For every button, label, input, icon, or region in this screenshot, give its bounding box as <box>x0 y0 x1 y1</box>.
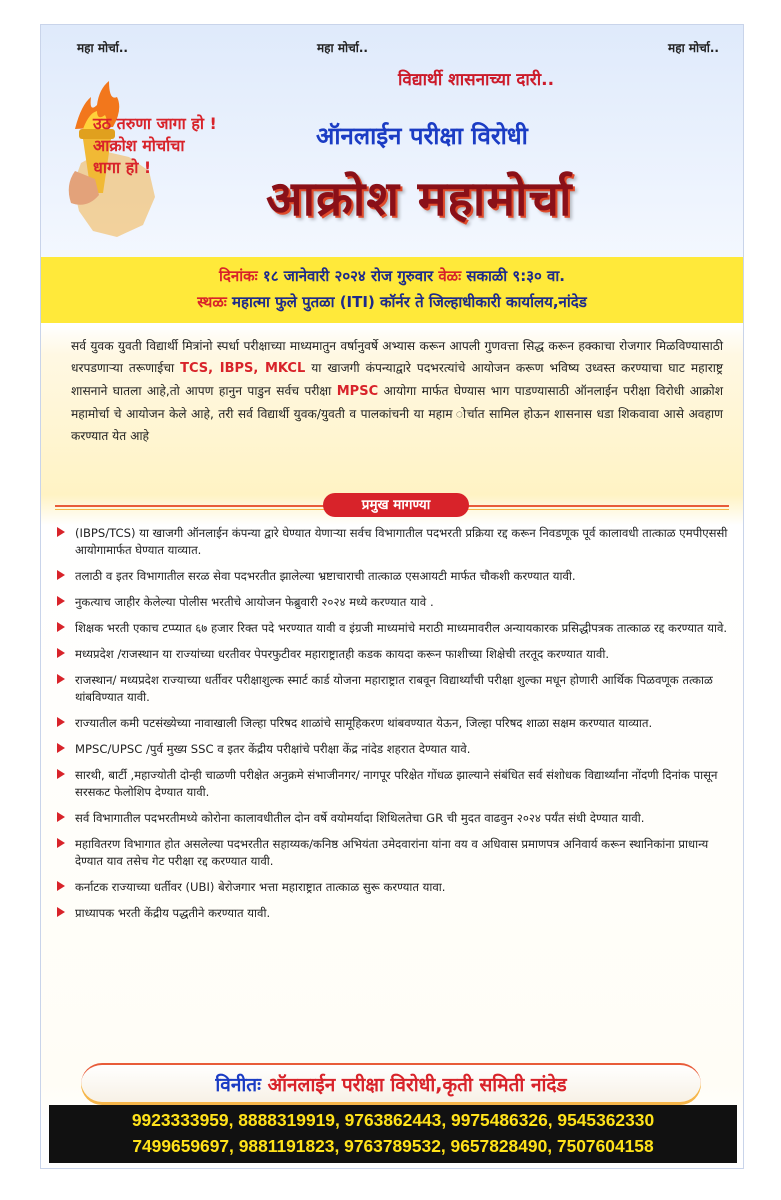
triangle-bullet-icon <box>57 907 65 917</box>
organizer-signature <box>81 1063 701 1105</box>
slogan-line-3: धागा हो ! <box>93 158 152 177</box>
place-value: महात्मा फुले पुतळा (ITI) कॉर्नर ते जिल्हाधीकारी कार्यालय,नांदेड <box>232 293 587 311</box>
date-label: दिनांकः <box>219 267 258 285</box>
triangle-bullet-icon <box>57 527 65 537</box>
triangle-bullet-icon <box>57 812 65 822</box>
triangle-bullet-icon <box>57 570 65 580</box>
event-info-band <box>41 257 743 323</box>
intro-highlight-companies: TCS, IBPS, MKCL <box>180 361 306 376</box>
demand-item <box>57 836 733 870</box>
demands-list <box>57 525 733 931</box>
date-value: १८ जानेवारी २०२४ रोज गुरुवार <box>262 267 434 285</box>
demand-text: तलाठी व इतर विभागातील सरळ सेवा पदभरतीत झालेल्या भ्रष्टाचाराची तात्काळ एसआयटी मार्फत चौकशी करण्यात यावी. <box>75 569 576 583</box>
intro-part-3: आयोगा मार्फत घेण्यास भाग पाडण्यासाठी ऑनलाईन परीक्षा विरोधी आक्रोश महामोर्चा चे आयोजन केले आहे, तरी सर्व विद्यार्थी युवक/युवती व पालकांचनी या महाम ोर्चात सामिल होऊन शासनास धडा शिकवावा आसे अवहाण करण्यात येत आहे <box>71 384 723 443</box>
time-label: वेळः <box>438 267 462 285</box>
top-row <box>41 39 743 57</box>
triangle-bullet-icon <box>57 769 65 779</box>
poster <box>40 24 744 1169</box>
main-heading: आक्रोश महामोर्चा <box>266 171 573 227</box>
triangle-bullet-icon <box>57 648 65 658</box>
organizer-name: ऑनलाईन परीक्षा विरोधी,कृती समिती नांदेड <box>267 1074 567 1096</box>
demand-text: शिक्षक भरती एकाच टप्प्यात ६७ हजार रिक्त पदे भरण्यात यावी व इंग्रजी माध्यमांचे मराठी माध्यमावरील अन्यायकारक प्रसिद्धीपत्रक तात्काळ रद्द करण्यात यावे. <box>75 621 728 635</box>
demand-item <box>57 905 733 922</box>
triangle-bullet-icon <box>57 622 65 632</box>
tagline: विद्यार्थी शासनाच्या दारी.. <box>398 70 555 90</box>
demand-item <box>57 568 733 585</box>
time-value: सकाळी ९:३० वा. <box>466 267 565 285</box>
intro-paragraph <box>71 335 723 447</box>
demand-text: नुकत्याच जाहीर केलेल्या पोलीस भरतीचे आयोजन फेब्रुवारी २०२४ मध्ये करण्यात यावे . <box>75 595 434 609</box>
demand-text: राजस्थान/ मध्यप्रदेश राज्याच्या धर्तीवर परीक्षाशुल्क स्मार्ट कार्ड योजना महाराष्ट्रात राबवून विद्यार्थ्यांची परीक्षा शुल्का मधून होणारी आर्थिक पिळवणूक तत्काळ थांबविण्यात यावी. <box>75 673 713 704</box>
subheading: ऑनलाईन परीक्षा विरोधी <box>316 122 528 150</box>
top-label-middle: महा मोर्चा.. <box>317 41 368 55</box>
demand-text: सर्व विभागातील पदभरतीमध्ये कोरोना कालावधीतील दोन वर्षे वयोमर्यादा शिथिलतेचा GR ची मुदत वाढवुन २०२४ पर्यंत संधी देण्यात यावी. <box>75 811 645 825</box>
demand-item <box>57 741 733 758</box>
intro-part-2: या खाजगी कंपन्याद्वारे पदभरत्यांचे आयोजन करूण भविष्य उध्वस्त करण्याचा घाट महाराष्ट्र शासनाने घातला आहे,तो आपण हानुन पाडुन सर्वच परीक्षा <box>71 361 724 398</box>
slogan-line-2: आक्रोश मोर्चाचा <box>93 136 185 155</box>
demand-item <box>57 525 733 559</box>
demand-item <box>57 879 733 896</box>
slogan-line-1: उठ तरुणा जागा हो ! <box>93 114 217 133</box>
demand-item <box>57 767 733 801</box>
demand-text: राज्यातील कमी पटसंख्येच्या नावाखाली जिल्हा परिषद शाळांचे सामूहिकरण थांबवण्यात येऊन, जिल्हा परिषद शाळा सक्षम करण्यात याव्यात. <box>75 716 653 730</box>
demand-item <box>57 646 733 663</box>
phone-line-2: 7499659697, 9881191823, 9763789532, 9657828490, 7507604158 <box>132 1136 654 1156</box>
place-label: स्थळः <box>197 293 227 311</box>
triangle-bullet-icon <box>57 674 65 684</box>
demand-text: प्राध्यापक भरती केंद्रीय पद्धतीने करण्यात यावी. <box>75 906 271 920</box>
slogan <box>93 113 217 179</box>
date-time-line <box>41 263 743 289</box>
demand-text: महावितरण विभागात होत असलेल्या पदभरतीत सहाय्यक/कनिष्ठ अभियंता उमेदवारांना यांना वय व अधिवास प्रमाणपत्र अनिवार्य करून स्थानिकांना प्राधान्य देण्यात याव तसेच गेट परीक्षा रद्द करण्यात यावी. <box>75 837 709 868</box>
intro-part-1: सर्व युवक युवती विद्यार्थी मित्रांनो स्पर्धा परीक्षाच्या माध्यमातुन वर्षानुवर्षे अभ्यास करून आपली गुणवत्ता सिद्ध करून हक्काचा रोजगार मिळविण्यासाठी धरपडणाऱ्या तरूणाईचा <box>71 339 723 375</box>
demand-text: कर्नाटक राज्याच्या धर्तीवर (UBI) बेरोजगार भत्ता महाराष्ट्रात तात्काळ सुरू करण्यात यावा. <box>75 880 446 894</box>
demand-text: सारथी, बार्टी ,महाज्योती दोन्ही चाळणी परीक्षेत अनुक्रमे संभाजीनगर/ नागपूर परिक्षेत गोंधळ झाल्याने संबंधित सर्व संशोधक विद्यार्थ्यांना नोंदणी दिनांक पासून सरसकट फेलोशिप देण्यात यावी. <box>75 768 718 799</box>
organizer-label: विनीतः <box>215 1074 261 1096</box>
triangle-bullet-icon <box>57 881 65 891</box>
demand-item <box>57 594 733 611</box>
demand-item <box>57 715 733 732</box>
phone-line-1: 9923333959, 8888319919, 9763862443, 9975486326, 9545362330 <box>131 1110 655 1130</box>
triangle-bullet-icon <box>57 743 65 753</box>
triangle-bullet-icon <box>57 596 65 606</box>
triangle-bullet-icon <box>57 838 65 848</box>
triangle-bullet-icon <box>57 717 65 727</box>
top-label-left: महा मोर्चा.. <box>77 41 128 55</box>
demand-item <box>57 672 733 706</box>
demand-text: (IBPS/TCS) या खाजगी ऑनलाईन कंपन्या द्वारे घेण्यात येणाऱ्या सर्वच विभागातील पदभरती प्रक्रिया रद्द करून निवडणूक पूर्व कालावधी तात्काळ एमपीएससी आयोगामार्फत घेण्यात याव्यात. <box>75 526 728 557</box>
demand-text: मध्यप्रदेश /राजस्थान या राज्यांच्या धरतीवर पेपरफुटीवर महाराष्ट्रातही कडक कायदा करून फाशीच्या शिक्षेची तरतूद करण्यात यावी. <box>75 647 610 661</box>
demand-item <box>57 620 733 637</box>
demands-title: प्रमुख मागण्या <box>323 493 469 517</box>
demand-text: MPSC/UPSC /पुर्व मुख्य SSC व इतर केंद्रीय परीक्षांचे परीक्षा केंद्र नांदेड शहरात देण्यात यावे. <box>75 742 471 756</box>
demand-item <box>57 810 733 827</box>
top-label-right: महा मोर्चा.. <box>668 41 719 55</box>
intro-highlight-mpsc: MPSC <box>336 384 379 399</box>
place-line <box>41 289 743 315</box>
contact-phones <box>49 1105 737 1163</box>
